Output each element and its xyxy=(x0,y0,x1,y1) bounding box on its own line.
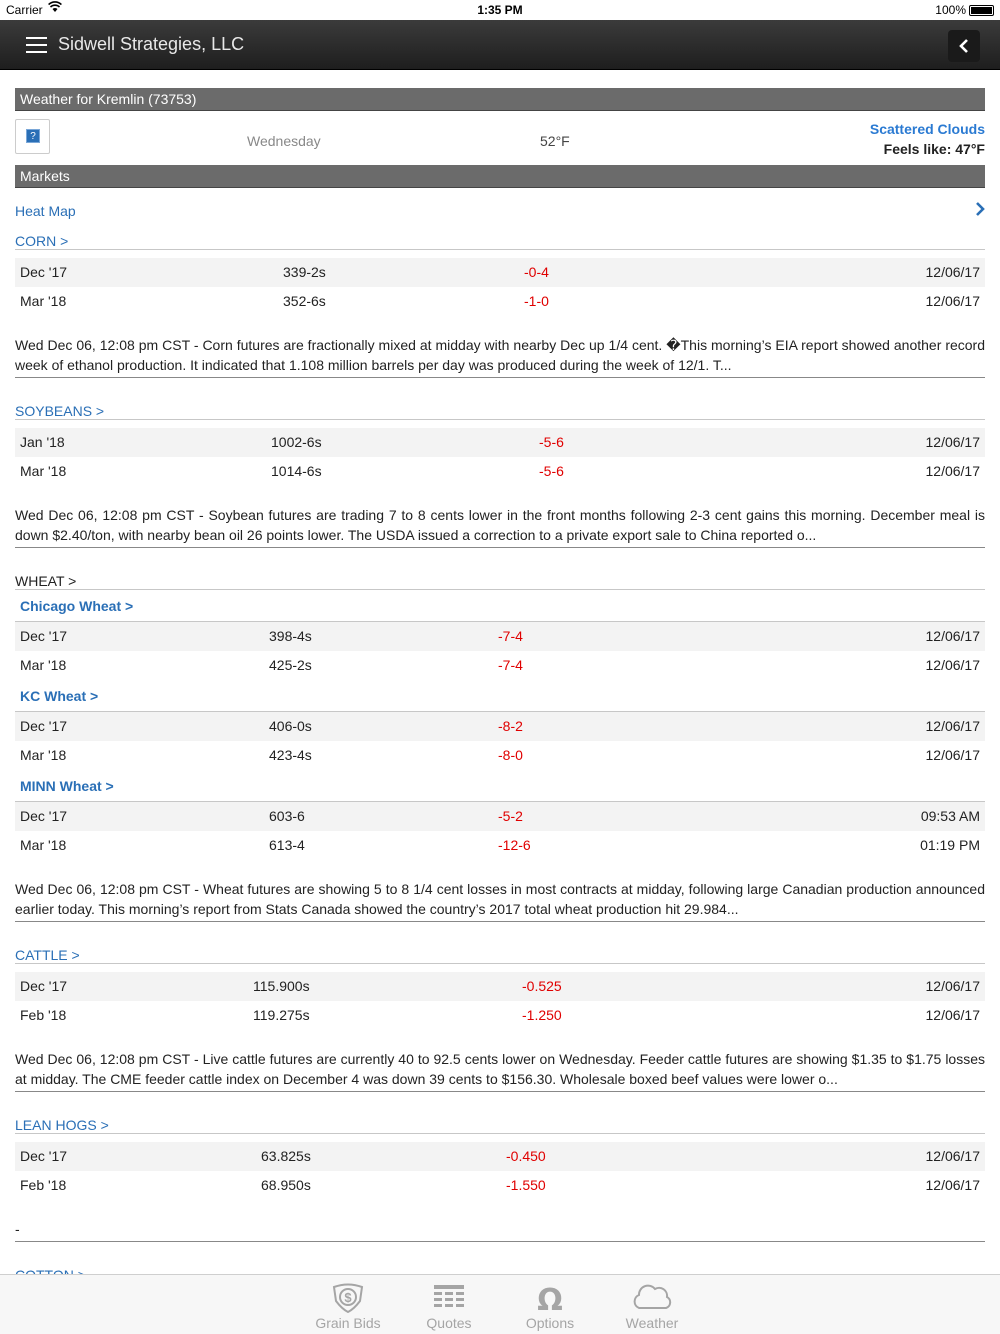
contract-month: Mar '18 xyxy=(20,837,67,853)
contract-change: -1.550 xyxy=(506,1177,546,1193)
contract-month: Mar '18 xyxy=(20,657,67,673)
soybeans-link[interactable]: SOYBEANS > xyxy=(15,398,985,420)
svg-text:Ω: Ω xyxy=(537,1283,563,1313)
tab-label: Options xyxy=(525,1315,575,1331)
contract-month: Dec '17 xyxy=(20,808,68,824)
lean-hogs-link[interactable]: LEAN HOGS > xyxy=(15,1112,985,1134)
contract-change: -5-6 xyxy=(539,463,564,479)
chevron-right-icon xyxy=(975,200,985,221)
contract-price: 613-4 xyxy=(269,837,305,853)
contract-date: 12/06/17 xyxy=(925,1007,980,1023)
table-row[interactable] xyxy=(15,831,985,860)
contract-price: 63.825s xyxy=(261,1148,311,1164)
minn-wheat-link[interactable]: MINN Wheat > xyxy=(15,770,985,802)
grain-bids-icon xyxy=(331,1283,365,1313)
contract-change: -1-0 xyxy=(524,293,549,309)
clock: 1:35 PM xyxy=(477,3,523,17)
soybeans-commentary[interactable]: Wed Dec 06, 12:08 pm CST - Soybean futures are trading 7 to 8 cents lower in the front months following 2-3 cent gains this morning. December meal is down $2.40/ton, with nearby bean oil 26 points lower. The USDA issued a correction to a private export sale to China reported o... xyxy=(15,486,985,548)
contract-date: 01:19 PM xyxy=(920,837,980,853)
cattle-commentary[interactable]: Wed Dec 06, 12:08 pm CST - Live cattle futures are currently 40 to 92.5 cents lower on Wednesday. Feeder cattle futures are showing $1.35 to $1.75 losses at midday. The CME feeder cattle index on December 4 was down 39 cents to $156.30. Wholesale boxed beef values were lower o... xyxy=(15,1030,985,1092)
contract-change: -0.525 xyxy=(522,978,562,994)
svg-text:$: $ xyxy=(344,1290,352,1305)
app-title: Sidwell Strategies, LLC xyxy=(58,34,245,54)
contract-month: Dec '17 xyxy=(20,264,68,280)
cattle-link[interactable]: CATTLE > xyxy=(15,942,985,964)
contract-change: -7-4 xyxy=(498,628,523,644)
contract-price: 425-2s xyxy=(269,657,312,673)
tab-options[interactable] xyxy=(500,1275,600,1334)
kc-wheat-link[interactable]: KC Wheat > xyxy=(15,680,985,712)
contract-month: Dec '17 xyxy=(20,628,68,644)
battery-percent: 100% xyxy=(935,3,966,17)
table-row[interactable] xyxy=(15,741,985,770)
contract-change: -0-4 xyxy=(524,264,549,280)
contract-change: -1.250 xyxy=(522,1007,562,1023)
contract-price: 1002-6s xyxy=(271,434,322,450)
weather-day: Wednesday xyxy=(247,133,321,149)
contract-month: Mar '18 xyxy=(20,747,67,763)
table-row[interactable] xyxy=(15,258,985,287)
nav-bar xyxy=(0,20,1000,70)
table-row[interactable] xyxy=(15,651,985,680)
contract-date: 12/06/17 xyxy=(925,434,980,450)
table-row[interactable] xyxy=(15,802,985,831)
contract-change: -5-6 xyxy=(539,434,564,450)
contract-price: 603-6 xyxy=(269,808,305,824)
weather-panel[interactable] xyxy=(15,111,985,165)
contract-date: 12/06/17 xyxy=(925,657,980,673)
contract-month: Dec '17 xyxy=(20,1148,68,1164)
contract-month: Dec '17 xyxy=(20,978,68,994)
heat-map-label: Heat Map xyxy=(15,203,76,219)
heat-map-link[interactable] xyxy=(15,188,985,228)
options-icon xyxy=(533,1283,567,1313)
tab-grain-bids[interactable] xyxy=(298,1275,398,1334)
contract-price: 352-6s xyxy=(283,293,326,309)
corn-link[interactable]: CORN > xyxy=(15,228,985,250)
contract-month: Feb '18 xyxy=(20,1007,67,1023)
carrier-label: Carrier xyxy=(6,3,43,17)
contract-date: 09:53 AM xyxy=(920,808,980,824)
contract-date: 12/06/17 xyxy=(925,718,980,734)
contract-date: 12/06/17 xyxy=(925,747,980,763)
weather-condition: Scattered Clouds xyxy=(869,121,985,137)
status-bar xyxy=(0,0,1000,20)
contract-price: 1014-6s xyxy=(271,463,322,479)
contract-price: 423-4s xyxy=(269,747,312,763)
chicago-wheat-link[interactable]: Chicago Wheat > xyxy=(15,590,985,622)
contract-price: 115.900s xyxy=(253,978,310,994)
table-row[interactable] xyxy=(15,1142,985,1171)
markets-header: Markets xyxy=(15,165,985,188)
table-row[interactable] xyxy=(15,428,985,457)
contract-date: 12/06/17 xyxy=(925,463,980,479)
tab-quotes[interactable] xyxy=(399,1275,499,1334)
contract-date: 12/06/17 xyxy=(925,264,980,280)
contract-month: Mar '18 xyxy=(20,463,67,479)
contract-month: Jan '18 xyxy=(20,434,65,450)
contract-date: 12/06/17 xyxy=(925,628,980,644)
wheat-link[interactable]: WHEAT > xyxy=(15,568,985,590)
contract-month: Feb '18 xyxy=(20,1177,67,1193)
table-row[interactable] xyxy=(15,712,985,741)
table-row[interactable] xyxy=(15,1171,985,1200)
contract-date: 12/06/17 xyxy=(925,978,980,994)
contract-price: 398-4s xyxy=(269,628,312,644)
contract-change: -12-6 xyxy=(498,837,531,853)
contract-change: -5-2 xyxy=(498,808,523,824)
contract-price: 406-0s xyxy=(269,718,312,734)
weather-condition-icon xyxy=(15,119,50,154)
contract-change: -0.450 xyxy=(506,1148,546,1164)
contract-date: 12/06/17 xyxy=(925,1177,980,1193)
contract-date: 12/06/17 xyxy=(925,293,980,309)
table-row[interactable] xyxy=(15,972,985,1001)
table-row[interactable] xyxy=(15,457,985,486)
hamburger-menu-icon[interactable] xyxy=(26,37,47,53)
weather-temp: 52°F xyxy=(540,133,570,149)
tab-bar xyxy=(0,1274,1000,1334)
tab-label: Grain Bids xyxy=(315,1315,381,1331)
tab-weather[interactable] xyxy=(602,1275,702,1334)
table-row[interactable] xyxy=(15,287,985,316)
contract-month: Mar '18 xyxy=(20,293,67,309)
contract-price: 119.275s xyxy=(253,1007,310,1023)
hogs-commentary[interactable]: - xyxy=(15,1200,985,1242)
corn-commentary[interactable]: Wed Dec 06, 12:08 pm CST - Corn futures are fractionally mixed at midday with nearby Dec up 1/4 cent. �This morning’s EIA report showed another record week of ethanol production. It indicated that 1.108 million barrels per day was produced during the week of 12/1. T... xyxy=(15,316,985,378)
tab-label: Quotes xyxy=(426,1315,472,1331)
contract-price: 339-2s xyxy=(283,264,326,280)
table-row[interactable] xyxy=(15,622,985,651)
weather-header: Weather for Kremlin (73753) xyxy=(15,88,985,111)
main-content xyxy=(15,88,985,1284)
contract-change: -8-2 xyxy=(498,718,523,734)
back-button[interactable] xyxy=(948,30,980,62)
contract-change: -7-4 xyxy=(498,657,523,673)
missing-image-icon: ? xyxy=(26,129,40,143)
quotes-icon xyxy=(432,1283,466,1311)
battery-icon xyxy=(969,5,994,16)
contract-change: -8-0 xyxy=(498,747,523,763)
table-row[interactable] xyxy=(15,1001,985,1030)
wheat-commentary[interactable]: Wed Dec 06, 12:08 pm CST - Wheat futures are showing 5 to 8 1/4 cent losses in most contracts at midday, following large Canadian production announced earlier today. This morning’s report from Stats Canada showed the country’s 2017 total wheat production hit 29.984... xyxy=(15,860,985,922)
weather-icon xyxy=(631,1283,673,1311)
tab-label: Weather xyxy=(625,1315,679,1331)
contract-month: Dec '17 xyxy=(20,718,68,734)
contract-date: 12/06/17 xyxy=(925,1148,980,1164)
contract-price: 68.950s xyxy=(261,1177,311,1193)
weather-feels-like: Feels like: 47°F xyxy=(883,141,985,157)
